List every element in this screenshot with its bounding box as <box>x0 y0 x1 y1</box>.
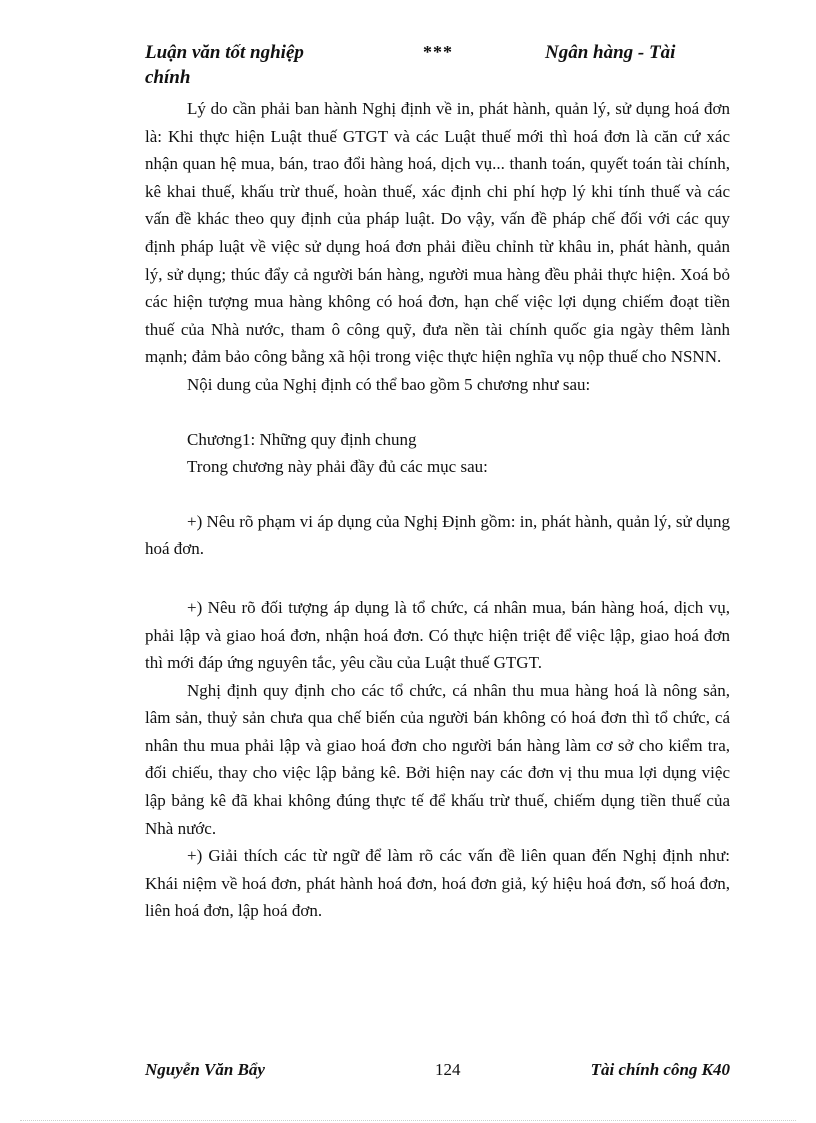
header-department: Ngân hàng - Tài <box>545 42 676 63</box>
list-item-scope: +) Nêu rõ phạm vi áp dụng của Nghị Định gồm: in, phát hành, quản lý, sử dụng hoá đơn. <box>145 511 730 559</box>
header-thesis-title: Luận văn tốt nghiệp chính <box>145 42 304 88</box>
page-header <box>145 40 730 94</box>
chapter-heading: Chương1: Những quy định chung <box>187 429 417 449</box>
paragraph-chapter-intro: Trong chương này phải đầy đủ các mục sau: <box>187 457 488 477</box>
page-body <box>145 95 730 925</box>
page-number: 124 <box>435 1060 461 1079</box>
paragraph-decree-content: Nội dung của Nghị định có thể bao gồm 5 chương như sau: <box>187 374 591 394</box>
footer-author: Nguyễn Văn Bẩy <box>145 1060 265 1079</box>
list-item-subjects: +) Nêu rõ đối tượng áp dụng là tổ chức, cá nhân mua, bán hàng hoá, dịch vụ, phải lập và giao hoá đơn, nhận hoá đơn. Có thực hiện triệt để việc lập, giao hoá đơn thì mới đáp ứng nguyên tắc, yêu cầu của Luật thuế GTGT. <box>145 597 730 673</box>
paragraph-purchase-rules: Nghị định quy định cho các tổ chức, cá nhân thu mua hàng hoá là nông sản, lâm sản, thuỷ sản chưa qua chế biến của người bán không có hoá đơn thì tổ chức, cá nhân thu mua phải lập và giao hoá đơn cho người bán hàng làm cơ sở cho kiểm tra, đối chiếu, thay cho việc lập bảng kê. Bởi hiện nay các đơn vị thu mua lợi dụng việc lập bảng kê đã khai không đúng thực tế để khấu trừ thuế, chiếm dụng tiền thuế của Nhà nước. <box>145 680 730 838</box>
paragraph-reason: Lý do cần phải ban hành Nghị định về in, phát hành, quản lý, sử dụng hoá đơn là: Khi thực hiện Luật thuế GTGT và các Luật thuế mới thì hoá đơn là căn cứ xác nhận quan hệ mua, bán, trao đổi hàng hoá, dịch vụ... thanh toán, quyết toán tài chính, kê khai thuế, khấu trừ thuế, hoàn thuế, xác định chi phí hợp lý khi tính thuế và các vấn đề khác theo quy định của pháp luật. Do vậy, vấn đề pháp chế đối với các quy định pháp luật về việc sử dụng hoá đơn phải điều chỉnh từ khâu in, phát hành, quản lý, sử dụng; thúc đẩy cả người bán hàng, người mua hàng đều phải thực hiện. Xoá bỏ các hiện tượng mua hàng không có hoá đơn, hạn chế việc lợi dụng chiếm đoạt tiền thuế của Nhà nước, tham ô công quỹ, đưa nền tài chính quốc gia ngày thêm lành mạnh; đảm bảo công bằng xã hội trong việc thực hiện nghĩa vụ nộp thuế cho NSNN. <box>145 99 730 367</box>
header-separator: *** <box>423 42 453 62</box>
page-footer <box>145 1060 730 1086</box>
bottom-divider <box>20 1120 796 1121</box>
footer-class: Tài chính công K40 <box>590 1060 730 1079</box>
list-item-definitions: +) Giải thích các từ ngữ để làm rõ các vấn đề liên quan đến Nghị định như: Khái niệm về hoá đơn, phát hành hoá đơn, hoá đơn giả, ký hiệu hoá đơn, số hoá đơn, liên hoá đơn, lập hoá đơn. <box>145 846 730 921</box>
